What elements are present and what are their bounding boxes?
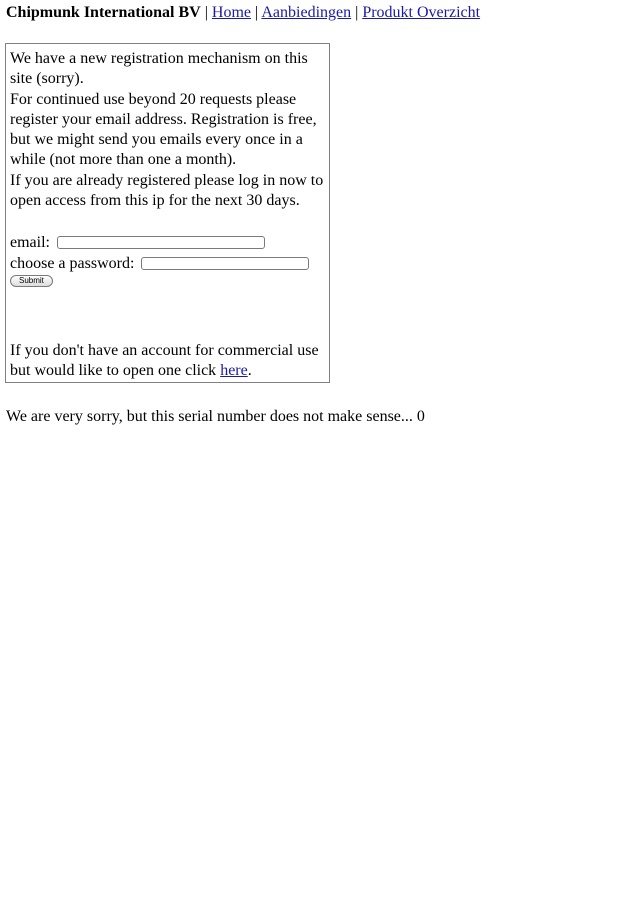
nav-separator: | [255,4,259,21]
commercial-text: If you don't have an account for commercial use but would like to open one click [10,342,319,380]
nav-link-home[interactable]: Home [211,4,252,21]
password-row [10,252,325,273]
nav-separator: | [355,4,359,21]
nav-separator: | [204,4,208,21]
registration-intro: We have a new registration mechanism on this site (sorry). [10,50,308,88]
registration-continue-text: For continued use beyond 20 requests please register your email address. Registration is free, but we might send you emails every once in a while (not more than one a month). [10,90,317,169]
password-field[interactable] [141,257,309,270]
commercial-end: . [247,362,252,380]
spacer [10,211,325,231]
site-header [6,3,480,23]
submit-button[interactable]: Submit [10,275,53,287]
nav-link-produkt-overzicht[interactable]: Produkt Overzicht [362,4,481,21]
serial-error-message: We are very sorry, but this serial number does not make sense... 0 [6,408,425,425]
commercial-account-text [10,341,328,382]
email-row [10,231,325,252]
registration-login-text: If you are already registered please log in now to open access from this ip for the next 30 days. [10,171,324,210]
email-label: email: [10,234,50,252]
nav-link-aanbiedingen[interactable]: Aanbiedingen [261,4,352,21]
brand-name: Chipmunk International BV [6,4,201,21]
email-field[interactable] [57,236,265,249]
commercial-here-link[interactable]: here [220,362,248,380]
password-label: choose a password: [10,255,135,273]
registration-box [5,43,330,383]
registration-form [10,231,325,287]
